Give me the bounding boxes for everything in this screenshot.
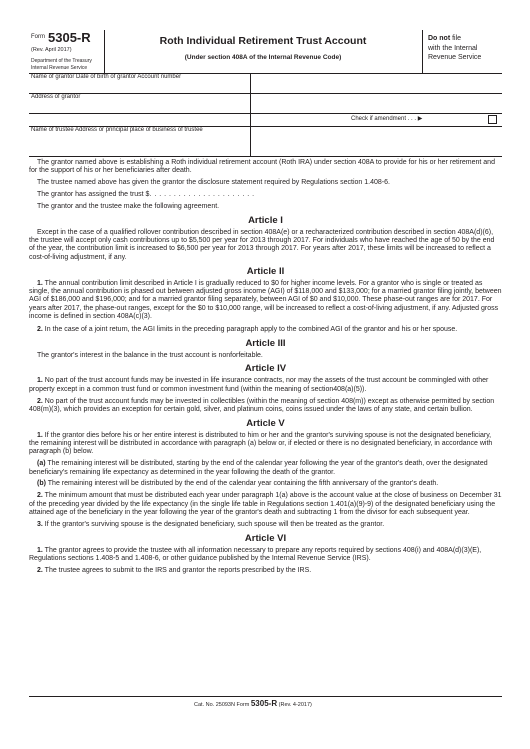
para-number: (b) [37,480,46,488]
para-number: (a) [37,460,46,468]
do-not-bold: Do not [428,35,451,42]
para-number: 1. [37,377,43,385]
article-heading: Article V [246,417,285,429]
trustee-name-field[interactable] [29,126,502,157]
article-heading: Article III [245,337,286,349]
field-divider [250,73,251,93]
intro-paragraph: The grantor and the trustee make the following agreement. [37,202,220,210]
para-text: In the case of a joint return, the AGI limits in the preceding paragraph apply to the combined AGI of the grantor and his or her spouse. [42,325,458,333]
trustee-name-label: Name of trustee Address or principal place of business of trustee [31,127,203,133]
article-paragraph [29,480,502,488]
agreement-body [29,159,502,579]
grantor-name-field[interactable] [29,73,502,94]
grantor-address-field[interactable] [29,93,502,114]
article-paragraph [29,432,502,457]
grantor-address-label: Address of grantor [31,94,81,100]
field-divider [250,113,251,126]
footer-text [194,699,312,708]
article-heading: Article II [246,265,285,277]
para-number: 2. [37,566,43,574]
para-text: The remaining interest will be distributed, starting by the end of the calendar year following the year of the grantor's death, over the designated beneficiary's remaining life expectancy as determined in the year following the death of the grantor. [29,460,488,476]
article-paragraph [29,326,502,334]
revision-date: (Rev. April 2017) [31,47,72,53]
article-paragraph [29,521,502,529]
para-number: 2. [37,325,43,333]
para-number: 2. [37,492,43,500]
article-paragraph [29,567,502,575]
article-paragraph [29,492,502,517]
article-heading: Article I [248,214,283,226]
footer-form-number: 5305-R [250,699,278,708]
do-not-rest: file [450,35,462,42]
article-paragraph [29,547,502,564]
amendment-label: Check if amendment . . . ▶ [351,116,423,122]
form-header [29,30,502,74]
department-line: Department of the Treasury [31,58,92,64]
form-number: 5305-R [48,30,91,45]
para-text: No part of the trust account funds may be invested in collectibles (within the meaning of section 408(m)) except as otherwise permitted by section 408(m)(3), which provides an exception for certain gold, silver, and platinum coins, coins issued under the laws of any state, and certain bullion. [29,397,495,413]
para-text: The trustee agrees to submit to the IRS and grantor the reports prescribed by the IRS. [42,566,312,574]
article-paragraph [29,460,502,477]
do-not-line2: with the Internal [428,44,478,52]
form-id-block [29,30,105,73]
do-not-file-block [422,30,503,73]
article-heading: Article VI [244,532,287,544]
field-divider [250,126,251,156]
form-title: Roth Individual Retirement Trust Account [159,35,367,47]
assigned-amount-line [29,191,502,199]
footer-revision: (Rev. 4-2017) [277,702,312,708]
para-number: 1. [37,431,43,439]
para-text: The grantor agrees to provide the trustee with all information necessary to prepare any reports required by sections 408(i) and 408A(d)(3)(E), Regulations sections 1.408-5 and 1.408-6, or other guidance published by the Internal Revenue Service (IRS). [29,546,482,563]
assigned-amount-label: The grantor has assigned the trust $ [37,191,150,199]
article-paragraph [29,398,502,415]
article-heading: Article IV [244,363,287,375]
amendment-row [29,113,502,127]
intro-paragraph: The grantor named above is establishing a Roth individual retirement account (Roth IRA) under section 408A to provide for his or her retirement and for the support of his or her beneficiaries after death. [29,159,495,175]
form-footer [29,696,502,708]
catalog-number: Cat. No. 25093N Form [194,702,251,708]
article-paragraph: Except in the case of a qualified rollover contribution described in section 408A(e) or a recharacterized contribution described in section 408A(d)(6), the trustee will accept only cash contributions up to $5,500 per year for 2013 through 2017. For individuals who have reached the age of 50 by the end of the year, the contribution limit is increased to $6,500 per year for 2013 through 2017. For years after 2017, these limits will be increased to reflect a cost-of-living adjustment, if any. [29,228,495,261]
assigned-amount-field[interactable]: . . . . . . . . . . . . . . . . . . . . . . [149,191,255,199]
amendment-checkbox[interactable] [488,115,497,124]
agency-line: Internal Revenue Service [31,65,88,71]
para-text: The remaining interest will be distributed by the end of the calendar year containing the fifth anniversary of the grantor's death. [45,480,439,488]
para-text: The minimum amount that must be distributed each year under paragraph 1(a) above is the account value at the close of business on December 31 of the preceding year divided by the life expectancy (in the single life table in Regulations section 1.401(a)(9)-9) of the designated beneficiary using the attained age of the beneficiary in the year following the year of the grantor's death and subtracting 1 from the divisor for each subsequent year. [29,492,502,516]
grantor-name-label: Name of grantor Date of birth of grantor Account number [31,74,182,80]
article-paragraph [29,280,502,321]
form-subtitle: (Under section 408A of the Internal Revenue Code) [184,54,342,61]
form-word: Form [31,34,45,40]
para-number: 3. [37,520,43,528]
para-text: The annual contribution limit described in Article I is gradually reduced to $0 for higher income levels. For a grantor who is single or treated as single, the annual contribution is phased out between adjusted gross income (AGI) of $118,000 and $133,000; for a married grantor filing jointly, between AGI of $186,000 and $196,000; and for a married grantor filing separately, between AGI of $0 and $10,000. These phase-out ranges are for 2017. For years after 2017, the phase-out ranges, except for the $0 to $10,000 range, will be increased to reflect a cost-of-living adjustment, if any. Adjusted gross income is defined in section 408A(c)(3). [29,279,502,320]
para-number: 1. [37,279,43,287]
para-text: If the grantor's surviving spouse is the designated beneficiary, such spouse will then be treated as the grantor. [42,520,385,528]
article-paragraph: The grantor's interest in the balance in the trust account is nonforfeitable. [37,351,263,359]
article-paragraph [29,377,502,394]
para-text: If the grantor dies before his or her entire interest is distributed to him or her and the grantor's surviving spouse is not the designated beneficiary, the remaining interest will be distributed in accordance with paragraph (a) below or, if elected or there is no designated beneficiary, in accordance with paragraph (b) below. [29,431,493,456]
intro-paragraph: The trustee named above has given the grantor the disclosure statement required by Regulations section 1.408-6. [37,179,390,187]
para-text: No part of the trust account funds may be invested in life insurance contracts, nor may the assets of the trust account be commingled with other property except in a common trust fund or common investment fund (within the meaning of section408(a)(5)). [29,377,489,393]
field-divider [250,93,251,113]
para-number: 2. [37,397,43,405]
para-number: 1. [37,546,43,554]
do-not-line3: Revenue Service [428,54,482,61]
